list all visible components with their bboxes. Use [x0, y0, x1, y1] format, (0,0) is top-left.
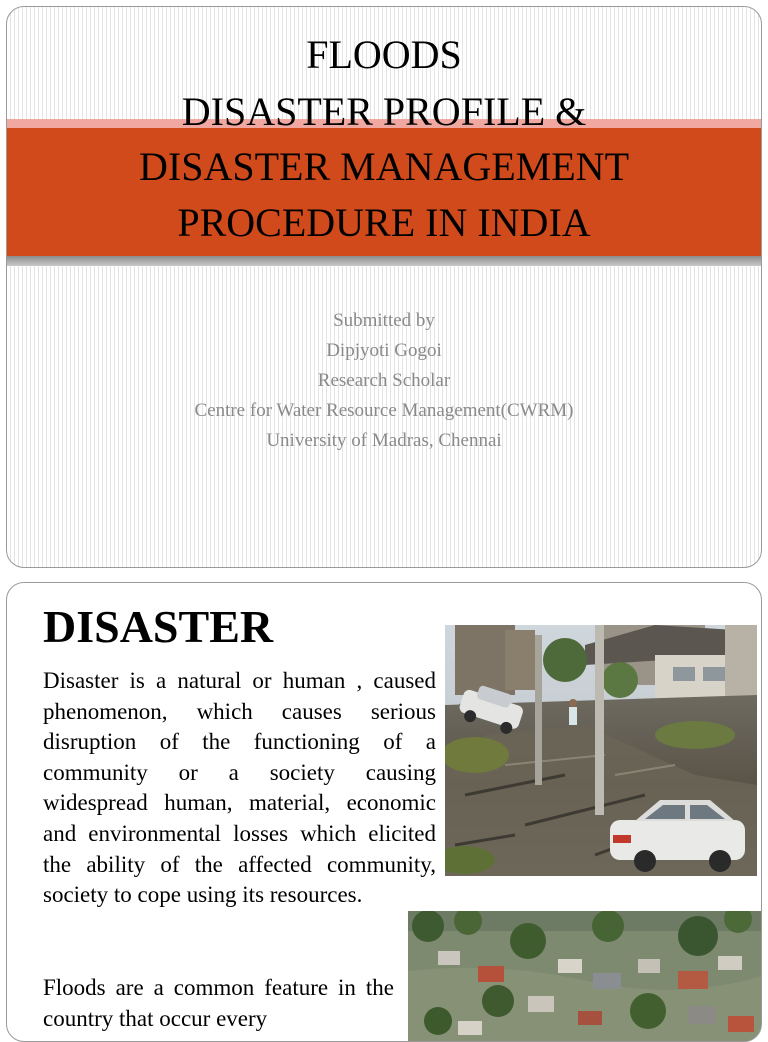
byline-submitted-by: Submitted by	[333, 310, 435, 331]
byline-university: University of Madras, Chennai	[266, 430, 502, 451]
disaster-definition-paragraph: Disaster is a natural or human , caused phenomenon, which causes serious disruption of the functioning of a community or a society causing widespread human, material, economic and environmental losses which elicited the ability of the affected community, society to cope using its resources.	[43, 668, 436, 908]
floods-paragraph: Floods are a common feature in the country that occur every	[43, 975, 394, 1031]
title-line-2: DISASTER PROFILE &	[181, 89, 587, 134]
title-slide	[6, 6, 762, 568]
byline-author-role: Research Scholar	[317, 370, 451, 391]
title-line-3: DISASTER MANAGEMENT	[139, 144, 629, 189]
disaster-slide	[6, 582, 762, 1042]
title-line-4: PROCEDURE IN INDIA	[177, 200, 591, 245]
title-line-1: FLOODS	[306, 32, 462, 77]
flood-damaged-street-photo	[445, 625, 757, 876]
byline-author-name: Dipjyoti Gogoi	[326, 340, 442, 361]
flooded-town-aerial-photo	[408, 911, 762, 1042]
byline-department: Centre for Water Resource Management(CWRM)	[194, 400, 574, 421]
title-band-shadow	[7, 256, 761, 266]
slide-heading: DISASTER	[43, 601, 274, 652]
